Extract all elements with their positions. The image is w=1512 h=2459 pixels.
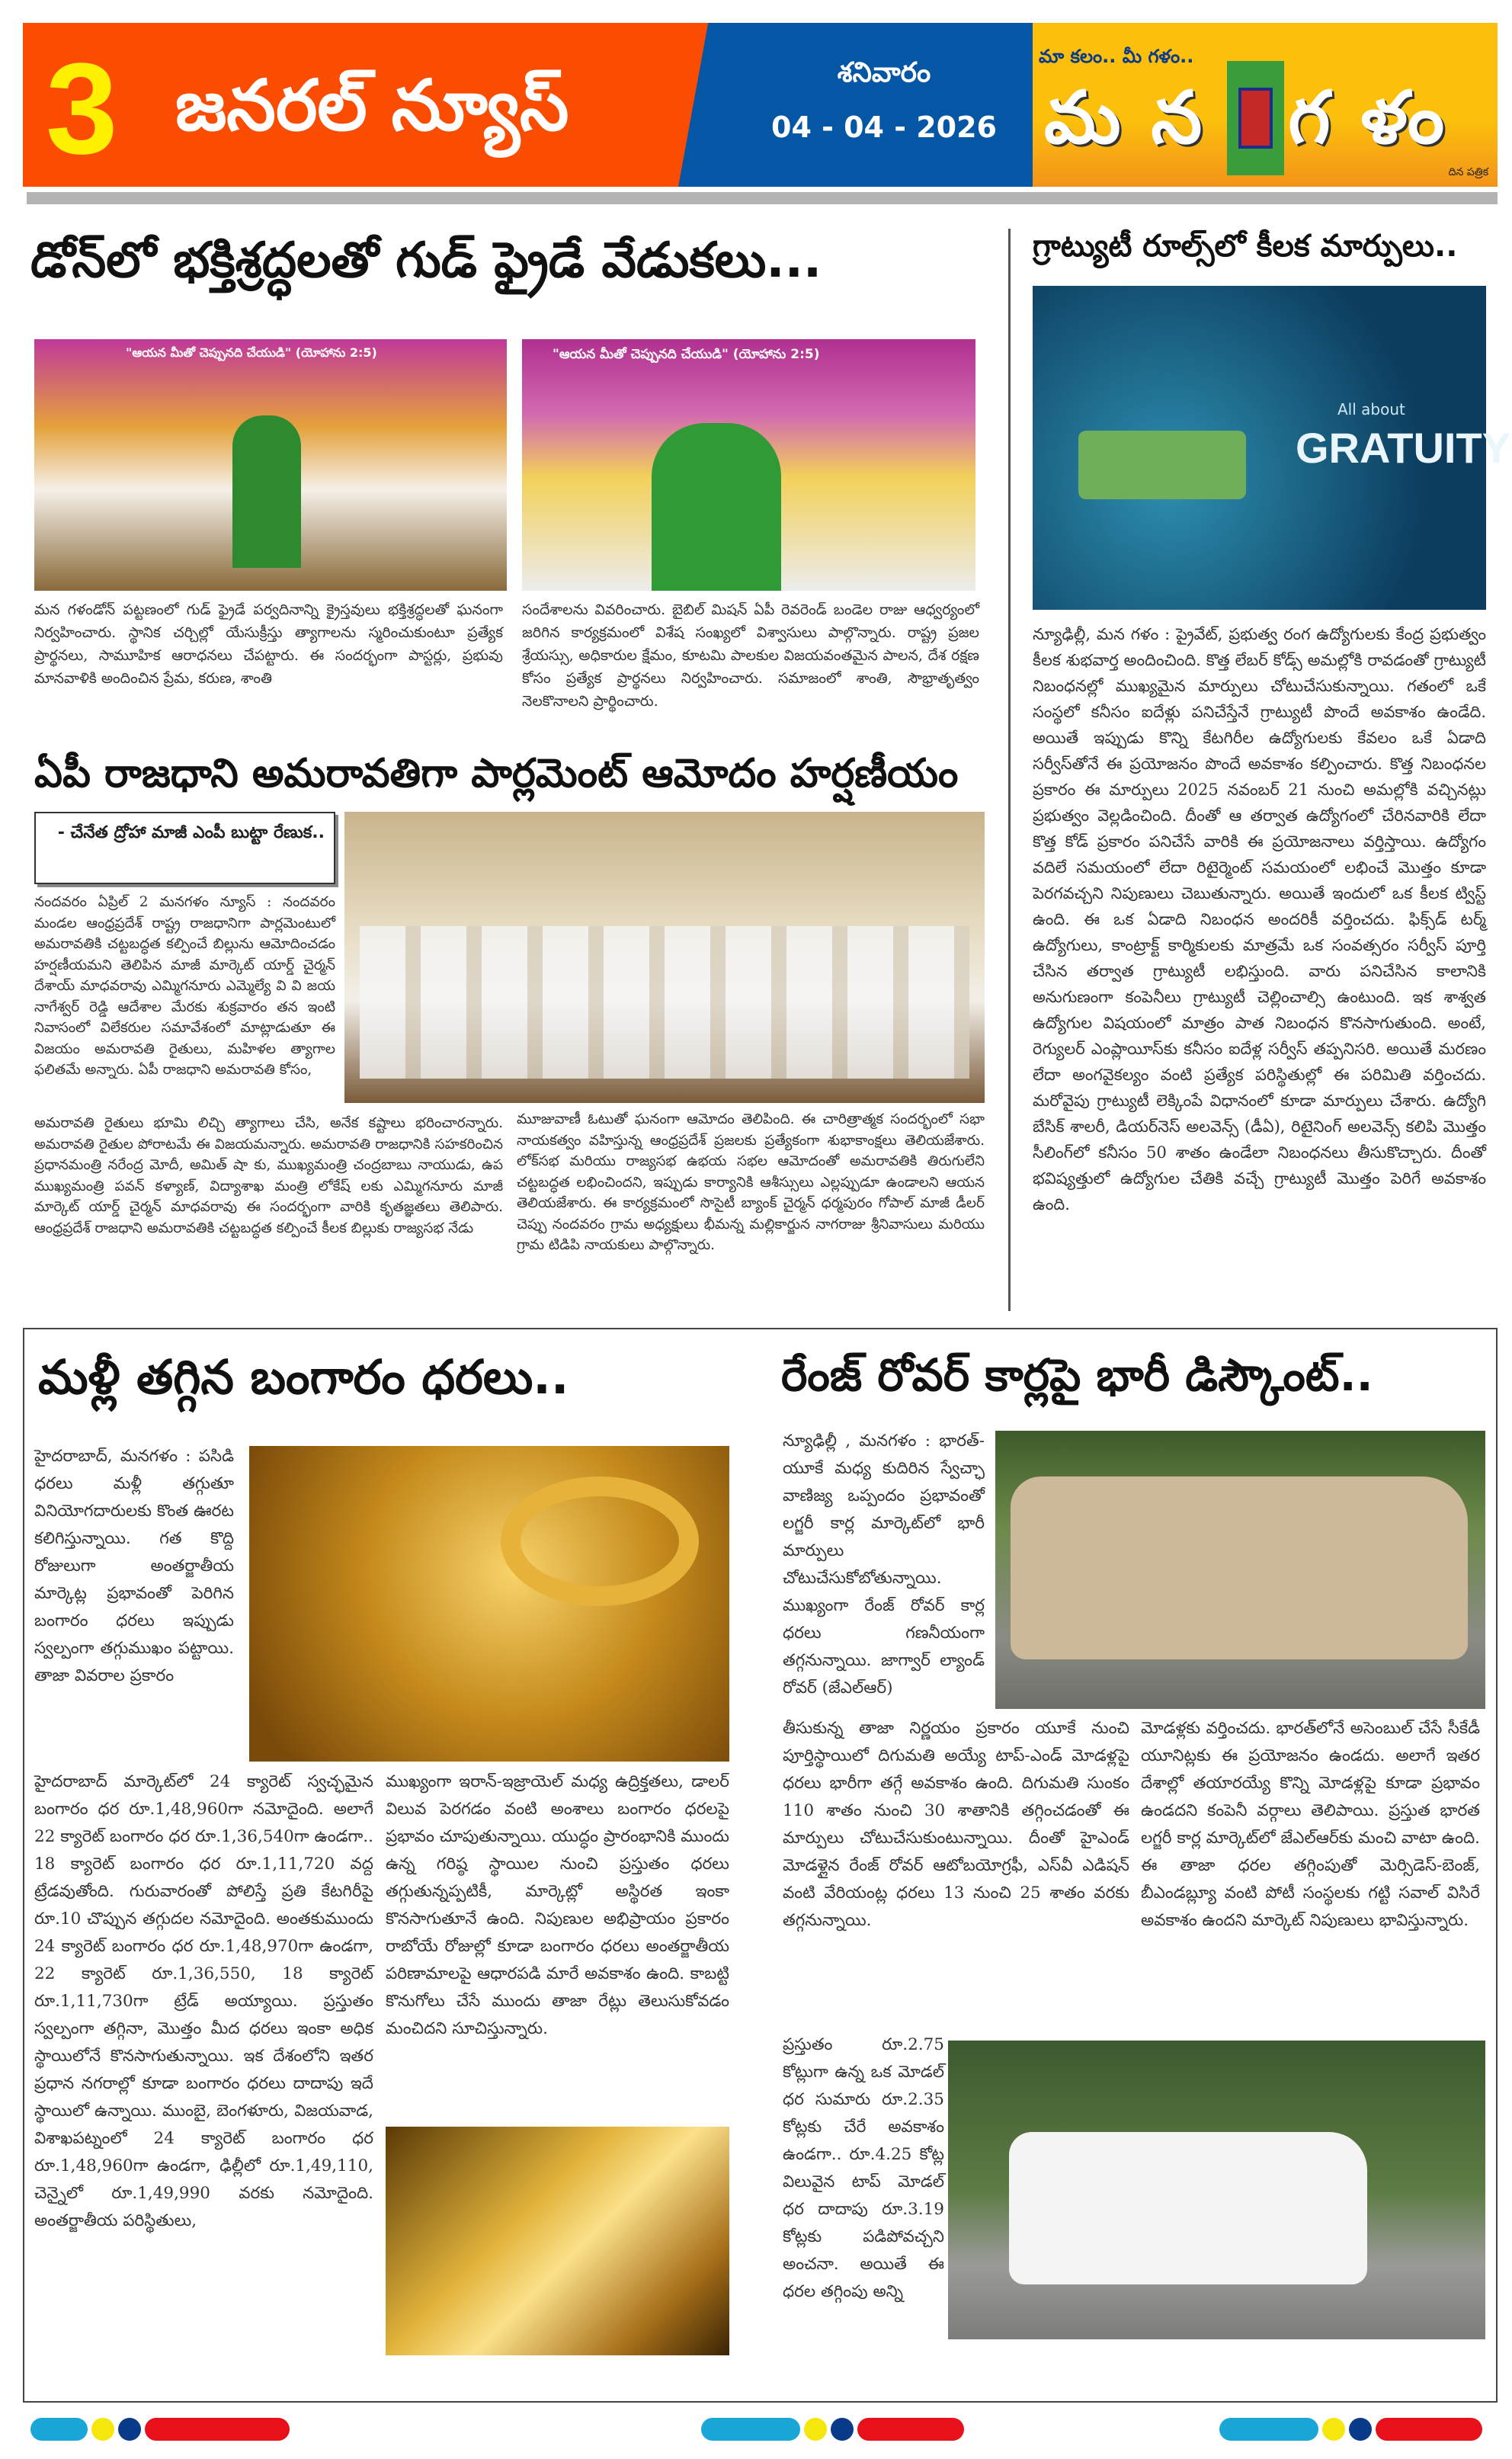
good-friday-col2: సందేశాలను వివరించారు. బైబిల్ మిషన్ ఏపీ రెవరెండ్ బండెల రాజు ఆధ్వర్యంలో జరిగిన కార్యక్రమంలో విశేష సంఖ్యలో విశ్వాసులు పాల్గొన్నారు. రాష్ట్ర ప్రజల శ్రేయస్సు, అధికారుల క్షేమం, కూటమి పాలకుల విజయవంతమైన పాలన, దేశ రక్షణ కోసం ప్రత్యేక ప్రార్థనలు నిర్వహించారు. సమాజంలో శాంతి, సౌభ్రాతృత్వం నెలకొనాలని ప్రార్థించారు. (522, 601, 979, 710)
logo (1033, 23, 1498, 187)
date-banner (678, 23, 1052, 187)
page-number: 3 (46, 37, 118, 181)
amaravati-left-wide: అమరావతి రైతులు భూమి లిచ్చి త్యాగాలు చేసి, అనేక కష్టాలు భరించారన్నారు. అమరావతి రైతుల పోరాటమే ఈ విజయమన్నారు. అమరావతి రాజధానికి సహకరించిన ప్రధానమంత్రి నరేంద్ర మోదీ, అమిత్ షా కు, ముఖ్యమంత్రి చంద్రబాబు నాయుడు, ఉప ముఖ్యమంత్రి పవన్ కళ్యాణ్, విద్యాశాఖ మంత్రి లోకేష్ లకు ఎమ్మిగనూరు మాజీ మార్కెట్ యార్డ్ చైర్మన్ మాధవరావు ఈ సందర్భంగా వారికి కృతజ్ఞతలు తెలిపారు. ఆంధ్రప్రదేశ్ రాజధాని అమరావతికి చట్టబద్ధత కల్పించే కీలక బిల్లుకు రాజ్యసభ నేడు (34, 1115, 503, 1236)
gold-col1-narrow: హైదరాబాద్, మనగళం : పసిడి ధరలు మళ్లీ తగ్గుతూ వినియోగదారులకు కొంత ఊరట కలిగిస్తున్నాయి. గత కొద్ది రోజులుగా అంతర్జాతీయ మార్కెట్ల ప్రభావంతో పెరిగిన బంగారం ధరలు ఇప్పుడు స్వల్పంగా తగ్గుముఖం పట్టాయి. తాజా వివరాల ప్రకారం (34, 1447, 234, 1685)
pastor-figure (232, 415, 301, 568)
banner-text: "ఆయన మీతో చెప్పునది చేయుడి" (యోహాను 2:5) (553, 347, 820, 362)
pill (145, 2418, 290, 2441)
image-small-text: All about (1337, 400, 1405, 418)
range-rover-gold-photo (995, 1431, 1485, 1709)
logo-tagline: మా కలం.. మీ గళం.. (1039, 46, 1194, 67)
church-photo-1 (34, 339, 507, 591)
quote-box (34, 812, 335, 884)
range-rover-part3: ప్రస్తుతం రూ.2.75 కోట్లుగా ఉన్న ఒక మోడల్ ధర సుమారు రూ.2.35 కోట్లకు చేరే అవకాశం ఉండగా.. రూ.4.25 కోట్ల విలువైన టాప్ మోడల్ ధర దాదాపు రూ.3.19 కోట్లకు పడిపోవచ్చని అంచనా. అయితే ఈ ధరల తగ్గింపు అన్ని (783, 2035, 944, 2301)
image-title: GRATUITY (1296, 424, 1511, 472)
gratuity-body: న్యూఢిల్లీ, మన గళం : ప్రైవేట్, ప్రభుత్వ రంగ ఉద్యోగులకు కేంద్ర ప్రభుత్వం కీలక శుభవార్త అందించింది. కొత్త లేబర్ కోడ్స్ అమల్లోకి రావడంతో గ్రాట్యుటీ నిబంధనల్లో ముఖ్యమైన మార్పులు చోటుచేసుకున్నాయి. గతంలో ఒకే సంస్థలో కనీసం ఐదేళ్లు పనిచేస్తేనే గ్రాట్యుటీ పొందే అవకాశం ఉండేది. అయితే ఇప్పుడు కొన్ని కేటగిరీల ఉద్యోగులకు కేవలం ఒకే ఏడాది సర్వీస్‌తోనే ఈ ప్రయోజనం పొందే అవకాశం కల్పించారు. కొత్త నిబంధనల ప్రకారం ఈ మార్పులు 2025 నవంబర్ 21 నుంచి అమల్లోకి వచ్చినట్లు ప్రభుత్వం వెల్లడించింది. దీంతో ఆ తర్వాత ఉద్యోగంలో చేరినవారికి లేదా కొత్త కోడ్ ప్రకారం పనిచేసే వారికి ఈ ప్రయోజనాలు వర్తిస్తాయి. ఉద్యోగం వదిలే సమయంలో లేదా రిటైర్మెంట్ సమయంలో లభించే మొత్తం కూడా పెరగవచ్చని నిపుణులు చెబుతున్నారు. అయితే ఇందులో ఒక కీలక ట్విస్ట్ ఉంది. ఈ ఒక ఏడాది నిబంధన అందరికీ వర్తించదు. ఫిక్స్‌డ్ టర్మ్ ఉద్యోగులు, కాంట్రాక్ట్ కార్మికులకు మాత్రమే ఒక సంవత్సరం సర్వీస్ పూర్తి చేసిన తర్వాత గ్రాట్యుటీ లభిస్తుంది. వారు పనిచేసిన కాలానికి అనుగుణంగా కంపెనీలు గ్రాట్యుటీ చెల్లించాల్సి ఉంటుంది. ఇక శాశ్వత ఉద్యోగుల విషయంలో మాత్రం పాత నిబంధన కొనసాగుతుంది. అంటే, రెగ్యులర్ ఎంప్లాయీస్‌కు కనీసం ఐదేళ్ల సర్వీస్ తప్పనిసరి. అయితే మరణం లేదా అంగవైకల్యం వంటి ప్రత్యేక పరిస్థితుల్లో ఈ పరిమితి వర్తించదు. మరోవైపు గ్రాట్యుటీ లెక్కింపే విధానంలో కూడా మార్పులు చేశారు. ఉద్యోగి బేసిక్ శాలరీ, డియర్‌నెస్ అలవెన్స్ (డీఏ), రిటైనింగ్ అలవెన్స్ కలిపి మొత్తం సీలింగ్‌లో కనీసం 50 శాతం ఉండేలా నిబంధనలు తీసుకొచ్చారు. దీంతో భవిష్యత్తులో ఉద్యోగుల చేతికి వచ్చే గ్రాట్యుటీ మొత్తం పెరిగే అవకాశం ఉంది. (1033, 625, 1486, 1213)
pastor-figure (652, 423, 781, 591)
pill (1219, 2418, 1318, 2441)
car-shape (1009, 2132, 1367, 2284)
masthead (23, 23, 1498, 187)
amaravati-headline: ఏపీ రాజధాని అమరావతిగా పార్లమెంట్ ఆమోదం హర్షణీయం (34, 751, 959, 797)
logo-subtitle: దిన పత్రిక (1448, 166, 1488, 178)
section-title: జనరల్ న్యూస్ (175, 65, 569, 146)
range-rover-white-photo (948, 2041, 1485, 2339)
logo-name: మన గళం (1044, 76, 1475, 160)
quote-text: - చేనేత ద్రోహా మాజీ ఎంపీ బుట్టా రేణుక.. (57, 823, 325, 842)
pill (857, 2418, 964, 2441)
pill (701, 2418, 800, 2441)
pill (831, 2418, 854, 2441)
gratuity-illustration (1033, 286, 1511, 610)
range-rover-headline: రేంజ్ రోవర్ కార్లపై భారీ డిస్కౌంట్.. (781, 1349, 1373, 1401)
pill (804, 2418, 827, 2441)
date-label: 04 - 04 - 2026 (771, 111, 997, 144)
car-shape (1011, 1476, 1468, 1659)
pill (118, 2418, 141, 2441)
gold-headline: మళ్లీ తగ్గిన బంగారం ధరలు.. (38, 1349, 569, 1405)
bangle-shape (501, 1476, 699, 1606)
column-divider (1008, 229, 1011, 1311)
people-group (360, 926, 969, 1079)
header-divider (27, 192, 1498, 204)
amaravati-left-narrow: నందవరం ఏప్రిల్ 2 మనగళం న్యూస్ : నందవరం మండల ఆంధ్రప్రదేశ్ రాష్ట్ర రాజధానిగా పార్లమెంటులో అమరావతికి చట్టబద్ధత కల్పించే బిల్లును ఆమోదించడం హర్షణీయమని తెలిపిన మాజీ మార్కెట్ యార్డ్ చైర్మన్ దేశాయ్ మాధవరావు ఎమ్మిగనూరు ఎమ్మెల్యే వి వి జయ నాగేశ్వర్ రెడ్డి ఆదేశాల మేరకు శుక్రవారం తన ఇంటి నివాసంలో విలేకరుల సమావేశంలో మాట్లాడుతూ ఈ విజయం అమరావతి రైతులు, మహిళల త్యాగాల ఫలితమే అన్నారు. ఏపీ రాజధాని అమరావతి కోసం, (34, 894, 335, 1078)
gold-jewellery-photo (249, 1446, 729, 1762)
range-rover-right: మోడళ్లకు వర్తించదు. భారత్‌లోనే అసెంబుల్ చేసే సీకేడీ యూనిట్లకు ఈ ప్రయోజనం ఉండదు. అలాగే ఇతర దేశాల్లో తయారయ్యే కొన్ని మోడళ్లపై కూడా ప్రభావం ఉండదని కంపెనీ వర్గాలు తెలిపాయి. ప్రస్తుత భారత లగ్జరీ కార్ల మార్కెట్‌లో జేఎల్ఆర్‌కు మంచి వాటా ఉంది. ఈ తాజా ధరల తగ్గింపుతో మెర్సిడెస్-బెంజ్, బీఎండబ్ల్యూ వంటి పోటీ సంస్థలకు గట్టి సవాల్ విసిరే అవకాశం ఉందని మార్కెట్ నిపుణులు భావిస్తున్నారు. (1141, 1719, 1480, 1930)
gold-col1-wide: హైదరాబాద్ మార్కెట్‌లో 24 క్యారెట్ స్వచ్ఛమైన బంగారం ధర రూ.1,48,960గా నమోదైంది. అలాగే 22 క్యారెట్ బంగారం ధర రూ.1,36,540గా ఉండగా.. 18 క్యారెట్ బంగారం ధర రూ.1,11,720 వద్ద ట్రేడవుతోంది. గురువారంతో పోలిస్తే ప్రతి కేటగిరీపై రూ.10 చొప్పున తగ్గుదల నమోదైంది. అంతకుముందు 24 క్యారెట్ బంగారం ధర రూ.1,48,970గా ఉండగా, 22 క్యారెట్ రూ.1,36,550, 18 క్యారెట్ రూ.1,11,730గా ట్రేడ్ అయ్యాయి. ప్రస్తుతం స్వల్పంగా తగ్గినా, మొత్తం మీద ధరలు ఇంకా అధిక స్థాయిలోనే కొనసాగుతున్నాయి. ఇక దేశంలోని ఇతర ప్రధాన నగరాల్లో కూడా బంగారం ధరలు దాదాపు ఇదే స్థాయిలో ఉన్నాయి. ముంబై, బెంగళూరు, విజయవాడ, విశాఖపట్నంలో 24 క్యారెట్ బంగారం ధర రూ.1,48,960గా ఉండగా, ఢిల్లీలో రూ.1,49,110, చెన్నైలో రూ.1,49,990 వరకు నమోదైంది. అంతర్జాతీయ పరిస్థితులు, (34, 1772, 373, 2230)
meeting-photo (344, 812, 985, 1103)
pill (1349, 2418, 1372, 2441)
range-rover-part1: న్యూఢిల్లీ , మనగళం : భారత్-యూకే మధ్య కుదిరిన స్వేచ్ఛా వాణిజ్య ఒప్పందం ప్రభావంతో లగ్జరీ కార్ల మార్కెట్‌లో భారీ మార్పులు చోటుచేసుకోబోతున్నాయి. ముఖ్యంగా రేంజ్ రోవర్ కార్ల ధరలు గణనీయంగా తగ్గనున్నాయి. జాగ్వార్ ల్యాండ్ రోవర్ (జేఎల్ఆర్) (783, 1431, 985, 1698)
pill (1376, 2418, 1482, 2441)
gold-col2: ముఖ్యంగా ఇరాన్-ఇజ్రాయెల్ మధ్య ఉద్రిక్తతలు, డాలర్ విలువ పెరగడం వంటి అంశాలు బంగారం ధరలపై ప్రభావం చూపుతున్నాయి. యుద్ధం ప్రారంభానికి ముందు ఉన్న గరిష్ఠ స్థాయిల నుంచి ప్రస్తుతం ధరలు తగ్గుతున్నప్పటికీ, మార్కెట్లో అస్థిరత ఇంకా కొనసాగుతూనే ఉంది. నిపుణుల అభిప్రాయం ప్రకారం రాబోయే రోజుల్లో కూడా బంగారం ధరలు అంతర్జాతీయ పరిణామాలపై ఆధారపడి మారే అవకాశం ఉంది. కాబట్టి కొనుగోలు చేసే ముందు తాజా రేట్లు తెలుసుకోవడం మంచిదని సూచిస్తున్నారు. (386, 1772, 729, 2038)
good-friday-headline: డోన్‌లో భక్తిశ్రద్ధలతో గుడ్ ఫ్రైడే వేడుకలు... (30, 232, 822, 289)
good-friday-col1: మన గళండోన్ పట్టణంలో గుడ్ ఫ్రైడే పర్వదినాన్ని క్రైస్తవులు భక్తిశ్రద్ధలతో ఘనంగా నిర్వహించారు. స్థానిక చర్చిల్లో యేసుక్రీస్తు త్యాగాలను స్మరించుకుంటూ ప్రత్యేక ప్రార్థనలు, సామూహిక ఆరాధనలు చేపట్టారు. ఈ సందర్భంగా పాస్టర్లు, ప్రభువు మానవాళికి అందించిన ప్రేమ, కరుణ, శాంతి (34, 601, 503, 687)
day-label: శనివారం (837, 57, 931, 88)
amaravati-right: మూజువాణీ ఓటుతో ఘనంగా ఆమోదం తెలిపింది. ఈ చారిత్రాత్మక సందర్భంలో సభా నాయకత్వం వహిస్తున్న ఆంధ్రప్రదేశ్ ప్రజలకు ప్రత్యేకంగా శుభాకాంక్షలు తెలియజేశారు. లోక్‌సభ మరియు రాజ్యసభ ఉభయ సభల ఆమోదంతో అమరావతికి తిరుగులేని చట్టబద్ధత లభించిందని, ఇప్పుడు కార్యానికి ఆశీస్సులు ఎల్లప్పుడూ ఉండాలని ఆయన తెలియజేశారు. ఈ కార్యక్రమంలో సొసైటీ బ్యాంక్ చైర్మన్ ధర్మపురం గోపాల్ మాజీ డీలర్ చెప్పు నందవరం గ్రామ అధ్యక్షులు భీమన్న మల్లికార్జున నాగరాజు శ్రీనివాసులు మరియు గ్రామ టిడిపి నాయకులు పాల్గొన్నారు. (517, 1111, 985, 1253)
pill (91, 2418, 114, 2441)
pill (30, 2418, 88, 2441)
gold-bars-photo (386, 2127, 729, 2355)
range-rover-part2: తీసుకున్న తాజా నిర్ణయం ప్రకారం యూకే నుంచి పూర్తిస్థాయిలో దిగుమతి అయ్యే టాప్-ఎండ్ మోడళ్లపై ధరలు భారీగా తగ్గే అవకాశం ఉంది. దిగుమతి సుంకం 110 శాతం నుంచి 30 శాతానికి తగ్గించడంతో ఈ మార్పులు చోటుచేసుకుంటున్నాయి. దీంతో హైఎండ్ మోడళ్లైన రేంజ్ రోవర్ ఆటోబయోగ్రఫీ, ఎస్‌వీ ఎడిషన్ వంటి వేరియంట్ల ధరలు 13 నుంచి 25 శాతం వరకు తగ్గనున్నాయి. (783, 1719, 1129, 1930)
gratuity-headline: గ్రాట్యుటీ రూల్స్‌లో కీలక మార్పులు.. (1033, 229, 1458, 264)
pill (1322, 2418, 1345, 2441)
hand-money-icon (1078, 431, 1246, 499)
banner-text: "ఆయన మీతో చెప్పునది చేయుడి" (యోహాను 2:5) (126, 345, 377, 360)
church-photo-2 (522, 339, 975, 591)
